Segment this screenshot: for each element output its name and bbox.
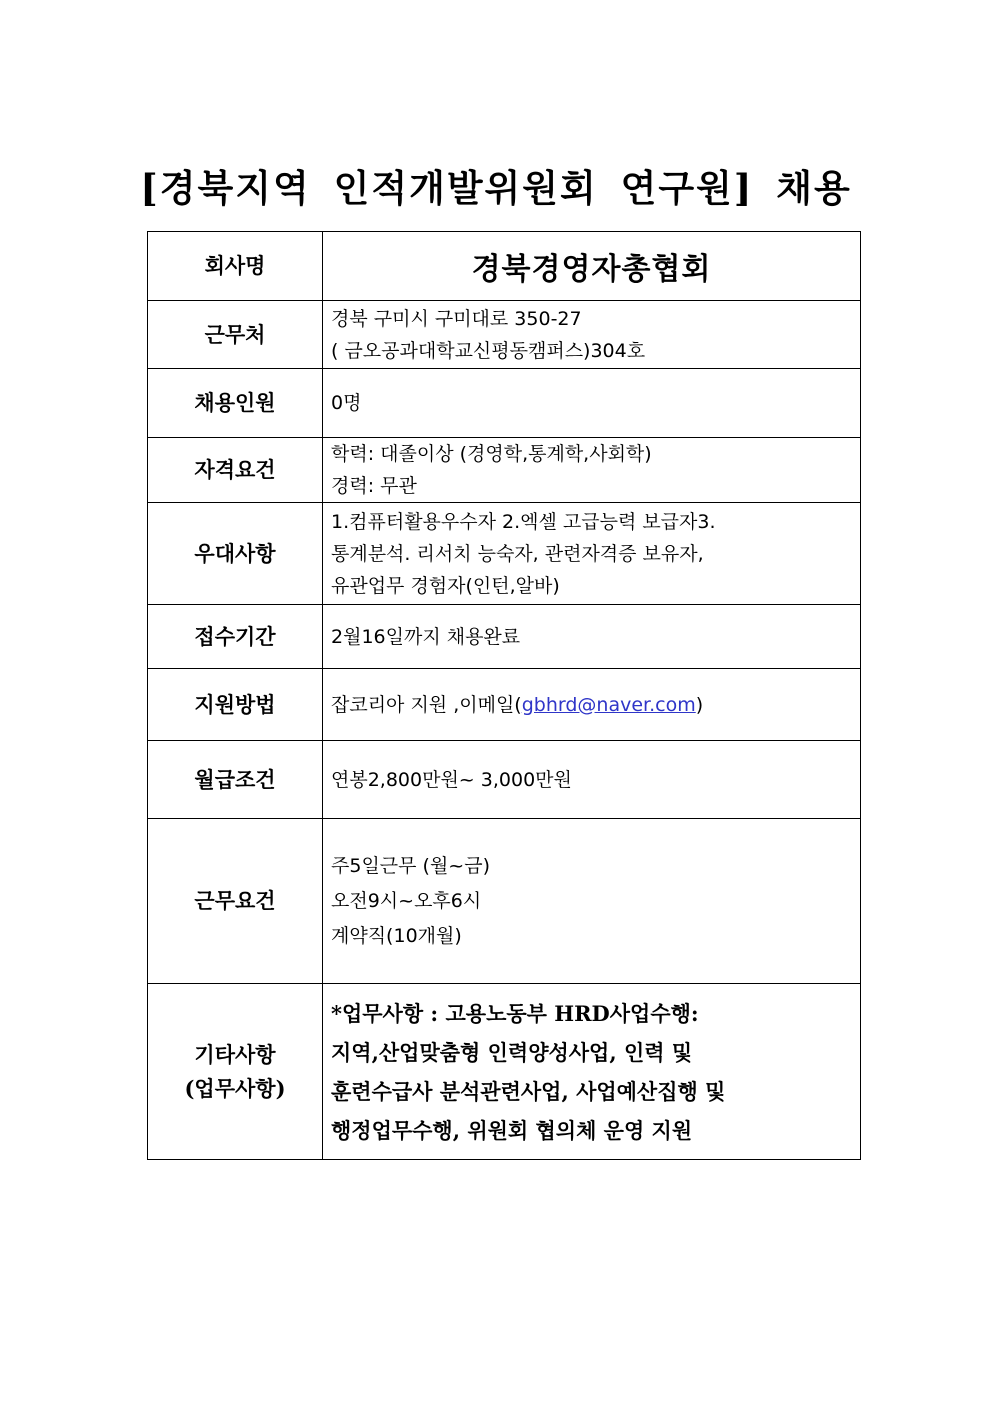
salary-label: 월급조건 xyxy=(148,741,323,819)
other-value xyxy=(323,984,861,1160)
conditions-line: 주5일근무 (월~금) xyxy=(331,854,490,877)
row-salary xyxy=(148,741,861,819)
qualification-line: 경력: 무관 xyxy=(331,475,417,497)
email-link[interactable]: gbhrd@naver.com xyxy=(521,693,696,716)
other-label xyxy=(148,984,323,1160)
other-label-sub: (업무사항) xyxy=(184,1075,286,1101)
company-label: 회사명 xyxy=(148,232,323,301)
row-period xyxy=(148,605,861,669)
row-workplace xyxy=(148,301,861,369)
duty-line: 훈련수급사 분석관련사업, 사업예산집행 및 xyxy=(331,1078,726,1104)
workplace-line: 경북 구미시 구미대로 350-27 xyxy=(331,307,582,330)
preference-value xyxy=(323,503,861,605)
row-preference xyxy=(148,503,861,605)
row-other xyxy=(148,984,861,1160)
conditions-line: 계약직(10개월) xyxy=(331,924,462,947)
preference-line: 1.컴퓨터활용우수자 2.엑셀 고급능력 보급자3. xyxy=(331,510,716,533)
job-posting-table xyxy=(147,231,861,1160)
apply-label: 지원방법 xyxy=(148,669,323,741)
qualification-label: 자격요건 xyxy=(148,438,323,503)
preference-line: 통계분석. 리서치 능숙자, 관련자격증 보유자, xyxy=(331,542,704,565)
conditions-line: 오전9시~오후6시 xyxy=(331,889,482,912)
preference-label: 우대사항 xyxy=(148,503,323,605)
row-apply xyxy=(148,669,861,741)
duty-line: 행정업무수행, 위원회 협의체 운영 지원 xyxy=(331,1117,693,1143)
apply-value xyxy=(323,669,861,741)
conditions-label: 근무요건 xyxy=(148,819,323,984)
preference-line: 유관업무 경험자(인턴,알바) xyxy=(331,574,560,597)
duty-line: 지역,산업맞춤형 인력양성사업, 인력 및 xyxy=(331,1039,693,1065)
qualification-value xyxy=(323,438,861,503)
headcount-label: 채용인원 xyxy=(148,369,323,438)
period-value: 2월16일까지 채용완료 xyxy=(323,605,861,669)
apply-suffix: ) xyxy=(695,693,704,716)
row-company xyxy=(148,232,861,301)
workplace-value xyxy=(323,301,861,369)
conditions-value xyxy=(323,819,861,984)
qualification-line: 학력: 대졸이상 (경영학,통계학,사회학) xyxy=(331,443,652,465)
company-name: 경북경영자총협회 xyxy=(323,232,861,301)
salary-value: 연봉2,800만원~ 3,000만원 xyxy=(323,741,861,819)
apply-method-text: 잡코리아 지원 ,이메일( xyxy=(331,693,522,716)
page-title: [경북지역 인적개발위원회 연구원] 채용 xyxy=(140,166,852,210)
period-label: 접수기간 xyxy=(148,605,323,669)
row-conditions xyxy=(148,819,861,984)
row-qualification xyxy=(148,438,861,503)
row-headcount xyxy=(148,369,861,438)
other-label-line: 기타사항 xyxy=(194,1041,276,1067)
workplace-label: 근무처 xyxy=(148,301,323,369)
headcount-value: 0명 xyxy=(323,369,861,438)
workplace-line: ( 금오공과대학교신평동캠퍼스)304호 xyxy=(331,339,646,362)
duty-line: *업무사항 : 고용노동부 HRD사업수행: xyxy=(331,1000,699,1026)
